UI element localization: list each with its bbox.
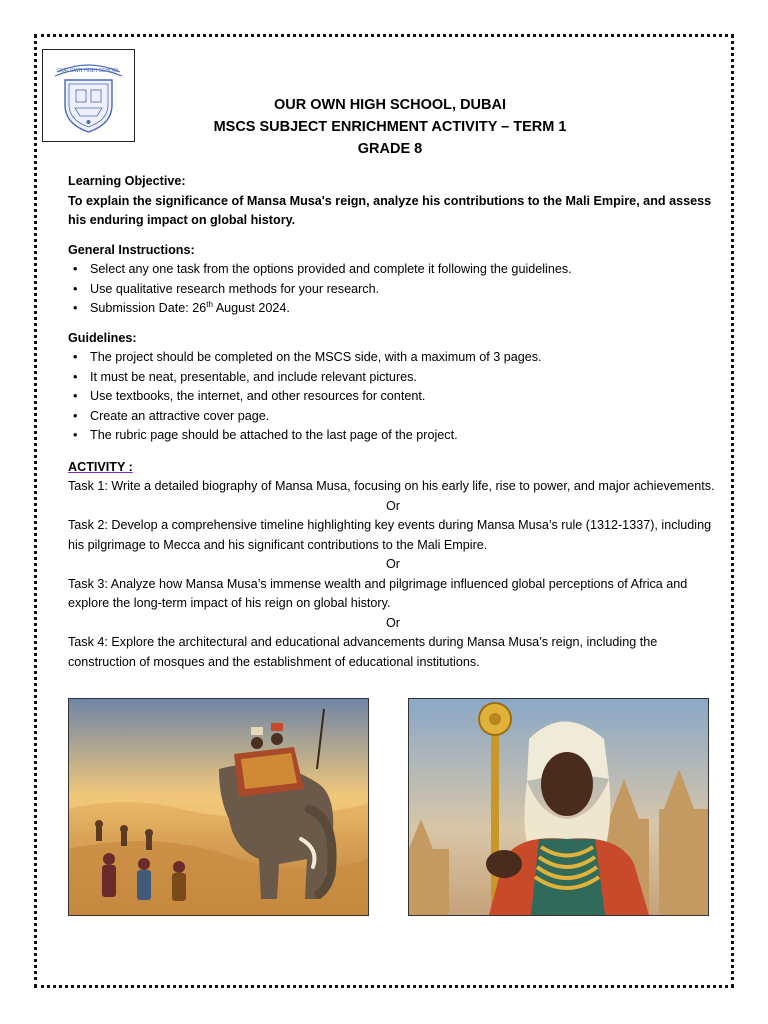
task-3: Task 3: Analyze how Mansa Musa’s immense wealth and pilgrimage influenced global perceptions of Africa and explore the long-term impact of his reign on global history. [68,576,688,610]
or-separator: Or [386,498,400,513]
activity-title: MSCS SUBJECT ENRICHMENT ACTIVITY – TERM 1 [213,119,567,135]
general-instructions-list [68,260,718,319]
list-item: • Use textbooks, the internet, and other resources for content. [68,387,718,407]
activity-heading: ACTIVITY : [68,459,133,474]
illustrations [68,698,710,916]
list-item: • It must be neat, presentable, and include relevant pictures. [68,368,718,388]
learning-objective-heading: Learning Objective: [68,174,186,188]
document-body [68,172,718,672]
task-2: Task 2: Develop a comprehensive timeline highlighting key events during Mansa Musa’s rule (1312-1337), including his pilgrimage to Mecca and his significant contributions to the Mali Empire. [68,518,712,552]
guidelines-heading: Guidelines: [68,330,137,345]
guidelines-list [68,348,718,446]
general-instructions-heading: General Instructions: [68,242,195,257]
document-header [160,94,620,160]
logo-ribbon-text: OUR OWN HIGH SCHOOL [57,68,120,74]
school-name: OUR OWN HIGH SCHOOL, DUBAI [274,97,506,113]
list-item: • Create an attractive cover page. [68,407,718,427]
or-separator: Or [386,557,400,571]
or-separator: Or [386,615,400,630]
task-1: Task 1: Write a detailed biography of Mansa Musa, focusing on his early life, rise to power, and major achievements. [68,479,715,493]
task-4: Task 4: Explore the architectural and educational advancements during Mansa Musa’s reign, including the construction of mosques and the establishment of educational institutions. [68,635,658,669]
learning-objective-text: To explain the significance of Mansa Musa's reign, analyze his contributions to the Mali Empire, and assess his enduring impact on global history. [68,193,712,227]
list-item: • Use qualitative research methods for your research. [68,280,718,300]
list-item: • Submission Date: 26th August 2024. [68,299,718,319]
caravan-elephant-desert-image [68,698,369,916]
list-item: • Select any one task from the options provided and complete it following the guidelines. [68,260,718,280]
grade-label: GRADE 8 [357,141,423,157]
school-logo [42,49,135,142]
list-item: • The rubric page should be attached to the last page of the project. [68,426,718,446]
mansa-musa-portrait-image [408,698,709,916]
school-crest-icon [43,50,134,141]
list-item: • The project should be completed on the MSCS side, with a maximum of 3 pages. [68,348,718,368]
